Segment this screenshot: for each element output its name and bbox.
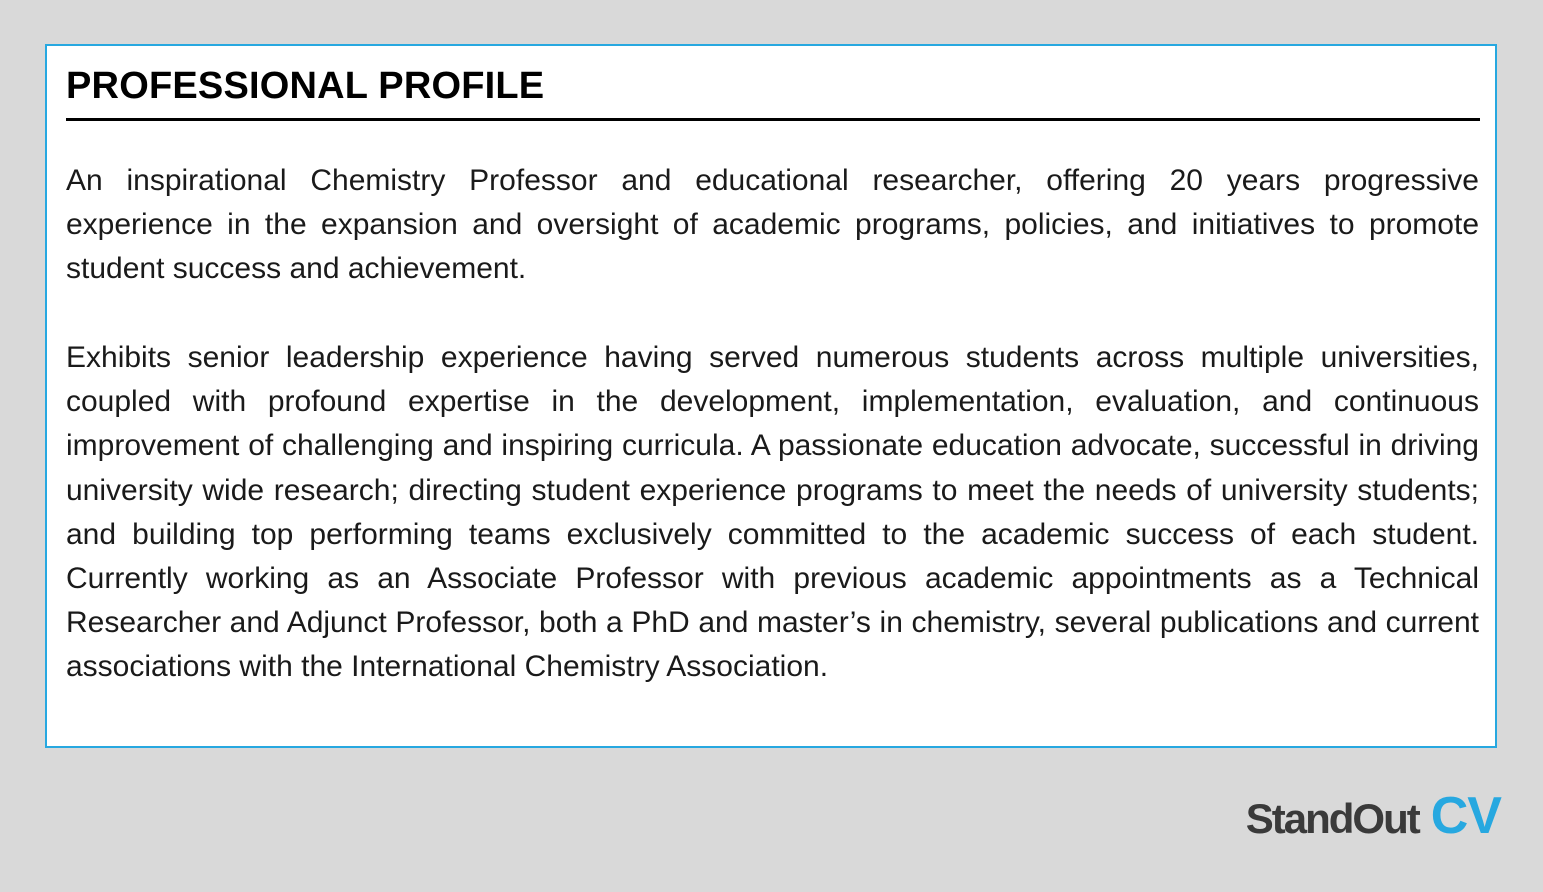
section-title: PROFESSIONAL PROFILE: [66, 65, 545, 107]
title-divider: [66, 118, 1480, 121]
profile-paragraph-2: Exhibits senior leadership experience having served numerous students across multiple universities, coupled with profound expertise in the development, implementation, evaluation, and continuous improvement of challenging and inspiring curricula. A passionate education advocate, successful in driving university wide research; directing student experience programs to meet the needs of university students; and building top performing teams exclusively committed to the academic success of each student. Currently working as an Associate Professor with previous academic appointments as a Technical Researcher and Adjunct Professor, both a PhD and master’s in chemistry, several publications and current associations with the International Chemistry Association.: [66, 341, 1479, 684]
brand-logo: [1246, 786, 1501, 846]
profile-paragraph-1: An inspirational Chemistry Professor and educational researcher, offering 20 years progressive experience in the expansion and oversight of academic programs, policies, and initiatives to promote student success and achievement.: [66, 164, 1479, 286]
profile-card: [45, 44, 1497, 748]
brand-name-cv: CV: [1430, 787, 1501, 845]
brand-name-standout: StandOut: [1245, 795, 1419, 842]
